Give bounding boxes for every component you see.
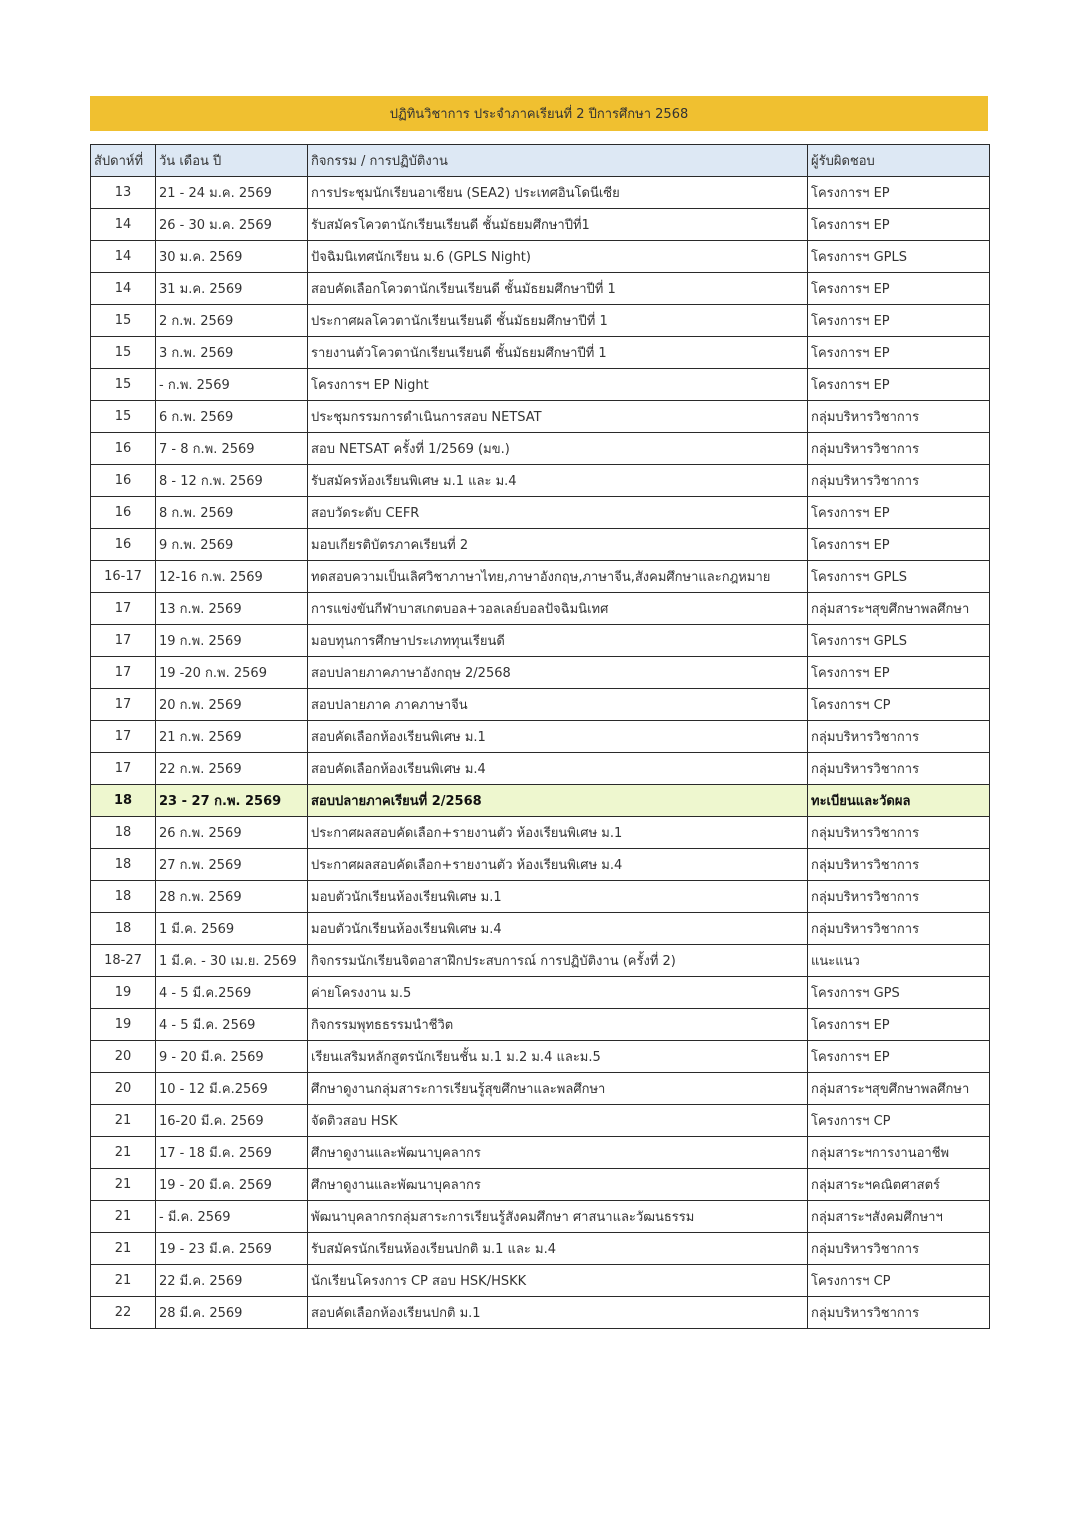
cell-activity: รับสมัครโควตานักเรียนเรียนดี ชั้นมัธยมศึกษาปีที่1 xyxy=(308,209,808,241)
cell-activity: ศึกษาดูงานกลุ่มสาระการเรียนรู้สุขศึกษาและพลศึกษา xyxy=(308,1073,808,1105)
table-row xyxy=(91,401,990,433)
cell-week: 18 xyxy=(91,881,156,913)
cell-owner: กลุ่มบริหารวิชาการ xyxy=(808,465,990,497)
cell-activity: ประชุมกรรมการดำเนินการสอบ NETSAT xyxy=(308,401,808,433)
cell-activity: สอบคัดเลือกห้องเรียนพิเศษ ม.4 xyxy=(308,753,808,785)
header-date: วัน เดือน ปี xyxy=(156,145,308,177)
cell-week: 17 xyxy=(91,625,156,657)
cell-activity: สอบปลายภาค ภาคภาษาจีน xyxy=(308,689,808,721)
cell-week: 19 xyxy=(91,1009,156,1041)
table-row xyxy=(91,753,990,785)
cell-activity: มอบทุนการศึกษาประเภททุนเรียนดี xyxy=(308,625,808,657)
cell-date: 17 - 18 มี.ค. 2569 xyxy=(156,1137,308,1169)
cell-activity: ปัจฉิมนิเทศนักเรียน ม.6 (GPLS Night) xyxy=(308,241,808,273)
table-row xyxy=(91,625,990,657)
cell-week: 16 xyxy=(91,465,156,497)
cell-owner: กลุ่มบริหารวิชาการ xyxy=(808,1297,990,1329)
cell-owner: กลุ่มสาระฯสุขศึกษาพลศึกษา xyxy=(808,593,990,625)
table-row xyxy=(91,529,990,561)
cell-activity: สอบคัดเลือกโควตานักเรียนเรียนดี ชั้นมัธยมศึกษาปีที่ 1 xyxy=(308,273,808,305)
cell-date: 1 มี.ค. - 30 เม.ย. 2569 xyxy=(156,945,308,977)
cell-activity: โครงการฯ EP Night xyxy=(308,369,808,401)
cell-date: 19 - 20 มี.ค. 2569 xyxy=(156,1169,308,1201)
cell-week: 17 xyxy=(91,689,156,721)
cell-week: 18 xyxy=(91,913,156,945)
cell-date: 3 ก.พ. 2569 xyxy=(156,337,308,369)
cell-activity: การประชุมนักเรียนอาเซียน (SEA2) ประเทศอินโดนีเซีย xyxy=(308,177,808,209)
cell-owner: กลุ่มบริหารวิชาการ xyxy=(808,881,990,913)
cell-activity: นักเรียนโครงการ CP สอบ HSK/HSKK xyxy=(308,1265,808,1297)
cell-date: 16-20 มี.ค. 2569 xyxy=(156,1105,308,1137)
cell-week: 17 xyxy=(91,657,156,689)
cell-date: 9 ก.พ. 2569 xyxy=(156,529,308,561)
table-row xyxy=(91,497,990,529)
cell-date: 2 ก.พ. 2569 xyxy=(156,305,308,337)
cell-date: 13 ก.พ. 2569 xyxy=(156,593,308,625)
table-row xyxy=(91,337,990,369)
cell-owner: กลุ่มสาระฯสังคมศึกษาฯ xyxy=(808,1201,990,1233)
cell-date: 19 -20 ก.พ. 2569 xyxy=(156,657,308,689)
cell-date: 4 - 5 มี.ค.2569 xyxy=(156,977,308,1009)
table-row xyxy=(91,689,990,721)
table-row xyxy=(91,369,990,401)
cell-owner: โครงการฯ GPLS xyxy=(808,241,990,273)
cell-owner: โครงการฯ EP xyxy=(808,273,990,305)
cell-week: 17 xyxy=(91,593,156,625)
cell-owner: กลุ่มบริหารวิชาการ xyxy=(808,753,990,785)
cell-date: 26 - 30 ม.ค. 2569 xyxy=(156,209,308,241)
cell-date: 21 - 24 ม.ค. 2569 xyxy=(156,177,308,209)
cell-owner: กลุ่มบริหารวิชาการ xyxy=(808,433,990,465)
table-row xyxy=(91,977,990,1009)
cell-activity: กิจกรรมนักเรียนจิตอาสาฝึกประสบการณ์ การปฏิบัติงาน (ครั้งที่ 2) xyxy=(308,945,808,977)
cell-date: 4 - 5 มี.ค. 2569 xyxy=(156,1009,308,1041)
table-row xyxy=(91,657,990,689)
header-week: สัปดาห์ที่ xyxy=(91,145,156,177)
cell-week: 21 xyxy=(91,1137,156,1169)
cell-date: 12-16 ก.พ. 2569 xyxy=(156,561,308,593)
cell-activity: สอบ NETSAT ครั้งที่ 1/2569 (มข.) xyxy=(308,433,808,465)
cell-owner: โครงการฯ CP xyxy=(808,689,990,721)
table-row xyxy=(91,721,990,753)
cell-date: 21 ก.พ. 2569 xyxy=(156,721,308,753)
cell-activity: ทดสอบความเป็นเลิศวิชาภาษาไทย,ภาษาอังกฤษ,ภาษาจีน,สังคมศึกษาและกฎหมาย xyxy=(308,561,808,593)
cell-owner: กลุ่มบริหารวิชาการ xyxy=(808,817,990,849)
cell-week: 13 xyxy=(91,177,156,209)
table-row xyxy=(91,1265,990,1297)
table-row xyxy=(91,1201,990,1233)
cell-owner: กลุ่มบริหารวิชาการ xyxy=(808,913,990,945)
cell-activity: มอบตัวนักเรียนห้องเรียนพิเศษ ม.4 xyxy=(308,913,808,945)
cell-date: 23 - 27 ก.พ. 2569 xyxy=(156,785,308,817)
cell-activity: สอบคัดเลือกห้องเรียนพิเศษ ม.1 xyxy=(308,721,808,753)
cell-owner: โครงการฯ EP xyxy=(808,1041,990,1073)
cell-owner: กลุ่มบริหารวิชาการ xyxy=(808,1233,990,1265)
table-row xyxy=(91,561,990,593)
table-row xyxy=(91,593,990,625)
cell-activity: จัดติวสอบ HSK xyxy=(308,1105,808,1137)
table-header-row xyxy=(91,145,990,177)
cell-date: - ก.พ. 2569 xyxy=(156,369,308,401)
cell-week: 15 xyxy=(91,401,156,433)
cell-week: 18-27 xyxy=(91,945,156,977)
cell-week: 20 xyxy=(91,1073,156,1105)
cell-owner: โครงการฯ CP xyxy=(808,1105,990,1137)
cell-owner: กลุ่มสาระฯสุขศึกษาพลศึกษา xyxy=(808,1073,990,1105)
cell-activity: ประกาศผลโควตานักเรียนเรียนดี ชั้นมัธยมศึกษาปีที่ 1 xyxy=(308,305,808,337)
cell-date: 27 ก.พ. 2569 xyxy=(156,849,308,881)
cell-owner: โครงการฯ EP xyxy=(808,177,990,209)
cell-activity: มอบเกียรติบัตรภาคเรียนที่ 2 xyxy=(308,529,808,561)
cell-week: 17 xyxy=(91,753,156,785)
cell-owner: โครงการฯ GPLS xyxy=(808,625,990,657)
cell-week: 19 xyxy=(91,977,156,1009)
cell-date: 31 ม.ค. 2569 xyxy=(156,273,308,305)
cell-date: 30 ม.ค. 2569 xyxy=(156,241,308,273)
cell-activity: กิจกรรมพุทธธรรมนำชีวิต xyxy=(308,1009,808,1041)
cell-week: 21 xyxy=(91,1233,156,1265)
cell-owner: ทะเบียนและวัดผล xyxy=(808,785,990,817)
cell-activity: รายงานตัวโควตานักเรียนเรียนดี ชั้นมัธยมศึกษาปีที่ 1 xyxy=(308,337,808,369)
cell-date: 19 - 23 มี.ค. 2569 xyxy=(156,1233,308,1265)
cell-week: 16 xyxy=(91,529,156,561)
cell-owner: แนะแนว xyxy=(808,945,990,977)
cell-date: 10 - 12 มี.ค.2569 xyxy=(156,1073,308,1105)
cell-week: 20 xyxy=(91,1041,156,1073)
table-row xyxy=(91,177,990,209)
table-row xyxy=(91,913,990,945)
cell-activity: ค่ายโครงงาน ม.5 xyxy=(308,977,808,1009)
cell-week: 14 xyxy=(91,241,156,273)
cell-activity: ศึกษาดูงานและพัฒนาบุคลากร xyxy=(308,1137,808,1169)
header-owner: ผู้รับผิดชอบ xyxy=(808,145,990,177)
cell-owner: กลุ่มสาระฯการงานอาชีพ xyxy=(808,1137,990,1169)
cell-owner: กลุ่มบริหารวิชาการ xyxy=(808,721,990,753)
cell-week: 14 xyxy=(91,273,156,305)
table-row xyxy=(91,465,990,497)
cell-owner: กลุ่มบริหารวิชาการ xyxy=(808,849,990,881)
table-row xyxy=(91,881,990,913)
cell-owner: โครงการฯ GPS xyxy=(808,977,990,1009)
calendar-title xyxy=(90,96,988,131)
table-row xyxy=(91,241,990,273)
cell-date: - มี.ค. 2569 xyxy=(156,1201,308,1233)
cell-week: 18 xyxy=(91,817,156,849)
cell-owner: กลุ่มสาระฯคณิตศาสตร์ xyxy=(808,1169,990,1201)
cell-activity: พัฒนาบุคลากรกลุ่มสาระการเรียนรู้สังคมศึกษา ศาสนาและวัฒนธรรม xyxy=(308,1201,808,1233)
cell-week: 15 xyxy=(91,305,156,337)
cell-activity: เรียนเสริมหลักสูตรนักเรียนชั้น ม.1 ม.2 ม.4 และม.5 xyxy=(308,1041,808,1073)
table-row xyxy=(91,209,990,241)
table-row xyxy=(91,1137,990,1169)
cell-week: 22 xyxy=(91,1297,156,1329)
table-row xyxy=(91,433,990,465)
cell-week: 18 xyxy=(91,849,156,881)
cell-date: 19 ก.พ. 2569 xyxy=(156,625,308,657)
cell-week: 16-17 xyxy=(91,561,156,593)
calendar-title-text: ปฏิทินวิชาการ ประจำภาคเรียนที่ 2 ปีการศึกษา 2568 xyxy=(389,107,689,122)
table-row xyxy=(91,273,990,305)
cell-date: 26 ก.พ. 2569 xyxy=(156,817,308,849)
table-body xyxy=(91,177,990,1329)
table-row xyxy=(91,1009,990,1041)
cell-activity: สอบวัดระดับ CEFR xyxy=(308,497,808,529)
cell-week: 21 xyxy=(91,1169,156,1201)
table-row xyxy=(91,1169,990,1201)
cell-owner: โครงการฯ EP xyxy=(808,497,990,529)
cell-activity: ประกาศผลสอบคัดเลือก+รายงานตัว ห้องเรียนพิเศษ ม.1 xyxy=(308,817,808,849)
cell-week: 21 xyxy=(91,1265,156,1297)
table-row xyxy=(91,305,990,337)
cell-date: 22 มี.ค. 2569 xyxy=(156,1265,308,1297)
table-row xyxy=(91,1073,990,1105)
cell-date: 28 ก.พ. 2569 xyxy=(156,881,308,913)
cell-activity: ศึกษาดูงานและพัฒนาบุคลากร xyxy=(308,1169,808,1201)
cell-date: 28 มี.ค. 2569 xyxy=(156,1297,308,1329)
table-row xyxy=(91,817,990,849)
table-row-highlighted xyxy=(91,785,990,817)
cell-activity: รับสมัครนักเรียนห้องเรียนปกติ ม.1 และ ม.4 xyxy=(308,1233,808,1265)
cell-owner: โครงการฯ EP xyxy=(808,1009,990,1041)
cell-date: 6 ก.พ. 2569 xyxy=(156,401,308,433)
cell-date: 1 มี.ค. 2569 xyxy=(156,913,308,945)
cell-owner: โครงการฯ EP xyxy=(808,337,990,369)
cell-week: 15 xyxy=(91,337,156,369)
cell-date: 7 - 8 ก.พ. 2569 xyxy=(156,433,308,465)
cell-owner: โครงการฯ EP xyxy=(808,369,990,401)
cell-week: 14 xyxy=(91,209,156,241)
cell-date: 22 ก.พ. 2569 xyxy=(156,753,308,785)
cell-owner: โครงการฯ EP xyxy=(808,209,990,241)
cell-owner: โครงการฯ EP xyxy=(808,305,990,337)
cell-week: 17 xyxy=(91,721,156,753)
table-row xyxy=(91,849,990,881)
cell-activity: ประกาศผลสอบคัดเลือก+รายงานตัว ห้องเรียนพิเศษ ม.4 xyxy=(308,849,808,881)
cell-activity: สอบปลายภาคภาษาอังกฤษ 2/2568 xyxy=(308,657,808,689)
cell-week: 15 xyxy=(91,369,156,401)
cell-date: 9 - 20 มี.ค. 2569 xyxy=(156,1041,308,1073)
table-row xyxy=(91,1105,990,1137)
cell-activity: การแข่งขันกีฬาบาสเกตบอล+วอลเลย์บอลปัจฉิมนิเทศ xyxy=(308,593,808,625)
cell-activity: สอบปลายภาคเรียนที่ 2/2568 xyxy=(308,785,808,817)
cell-date: 8 - 12 ก.พ. 2569 xyxy=(156,465,308,497)
cell-activity: รับสมัครห้องเรียนพิเศษ ม.1 และ ม.4 xyxy=(308,465,808,497)
cell-week: 16 xyxy=(91,433,156,465)
cell-week: 21 xyxy=(91,1105,156,1137)
table-row xyxy=(91,1297,990,1329)
cell-week: 16 xyxy=(91,497,156,529)
cell-date: 20 ก.พ. 2569 xyxy=(156,689,308,721)
table-row xyxy=(91,1041,990,1073)
cell-week: 21 xyxy=(91,1201,156,1233)
cell-date: 8 ก.พ. 2569 xyxy=(156,497,308,529)
cell-week: 18 xyxy=(91,785,156,817)
cell-owner: โครงการฯ CP xyxy=(808,1265,990,1297)
header-activity: กิจกรรม / การปฏิบัติงาน xyxy=(308,145,808,177)
table-row xyxy=(91,945,990,977)
academic-calendar-table xyxy=(90,144,990,1329)
cell-owner: โครงการฯ EP xyxy=(808,529,990,561)
cell-owner: โครงการฯ EP xyxy=(808,657,990,689)
cell-owner: กลุ่มบริหารวิชาการ xyxy=(808,401,990,433)
cell-activity: มอบตัวนักเรียนห้องเรียนพิเศษ ม.1 xyxy=(308,881,808,913)
cell-owner: โครงการฯ GPLS xyxy=(808,561,990,593)
cell-activity: สอบคัดเลือกห้องเรียนปกติ ม.1 xyxy=(308,1297,808,1329)
table-row xyxy=(91,1233,990,1265)
